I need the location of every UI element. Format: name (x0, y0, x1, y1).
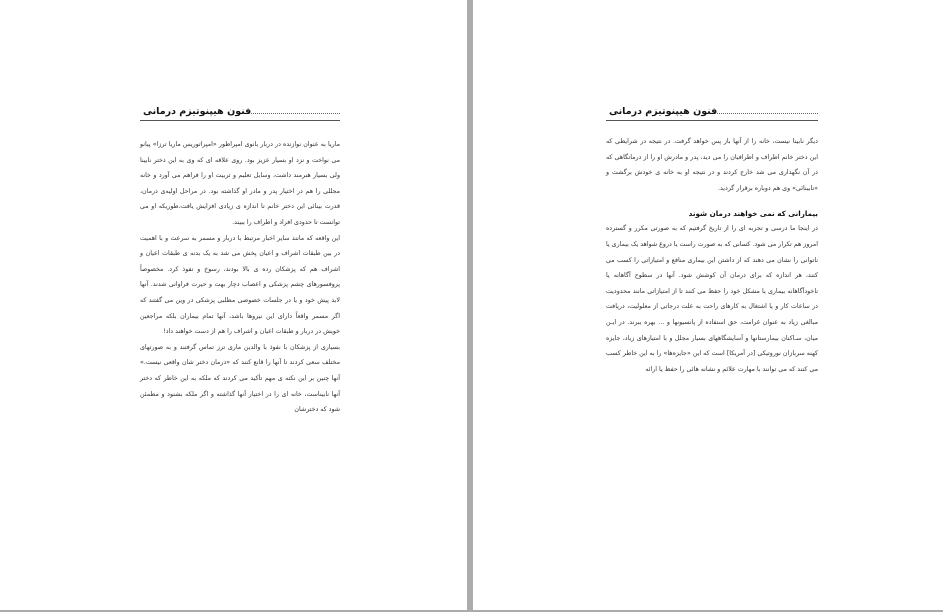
body-paragraph: این واقعه که مانند سایر اخبار مرتبط با دربار و مسمر به سرعت و با اهمیت در بین طبقات اشراف و اعیان پخش می شد به یک بدنه ی طبقات اعیان و اشراف هم که پزشکان رده ی بالا بودند، رسوخ و نفوذ کرد. مخصوصاً پروفسورهای چشم پزشکی و اعصاب دچار بهت و حیرت فراوانی شدند. آنها لابد پیش خود و یا در جلسات خصوصی مطلبی پزشکی در وین می گفتند که اگر مسمر واقعاً دارای این نیروها باشد، آنها تمام بیماران بلکه مراجعین خویش در دربار و طبقات اعیان و اشراف را هم از دست خواهند داد! (140, 234, 340, 336)
page-left (0, 0, 467, 610)
header-rule (606, 120, 818, 121)
running-header-title: فنون هیپنوتیزم درمانی (143, 106, 252, 117)
page-header (606, 101, 818, 117)
header-dotted-leader (251, 112, 340, 114)
section-heading: بیمارانی که نمی خواهند درمان شوند (688, 209, 818, 219)
body-paragraph: بسیاری از پزشکان با نفوذ با والدین ماری ترز تماس گرفتند و به صورتهای مختلف سعی کردند تا آنها را قانع کنند که «درمان دختر شان واقعی نیست.» آنها چنین بر این نکته ی مهم تأکید می کردند که ملکه به این خاطر که دختر آنها نابیناست، خانه ای را در اختیار آنها گذاشته و اگر ملکه بشنود و مطمئن شود که دخترشان (140, 343, 340, 414)
body-paragraph: در اینجا ما درسی و تجربه ای را از تاریخ گرفتیم که به صورتی مکرر و گسترده امروز هم تکرار می شود. کسانی که به صورت راست یا دروغ شواهد یک بیماری یا ناتوانی را نشان می دهند که از داشتن این بیماری منافع و امتیازاتی را کسب می کنند، هر اندازه که برای درمان آن کوشش شود. آنها در سطوح آگاهانه یا ناخودآگاهانه بیماری یا مشکل خود را حفظ می کنند تا از امتیازاتی مانند محدودیت در ساعات کار و یا اشتغال به کارهای راحت به علت درجاتی از معلولیت، دریافت مبالغی زیاد به عنوان غرامت، حق استفاده از پانسیونها و ... بهره ببرند. در ایـن میان، سـاکنان بیمارستانها و آسایشگاههای بسیار مجلل و با امتیازهای زیاد، جایزه کهنه سربازان نوروتیکی [در آمریکا] است که این «جایزه‌ها» را به این خاطر کسب می کنند که می توانند با مهارت علائم و نشانه هائی را حفظ یا ارائه (606, 225, 818, 373)
page-body (606, 134, 818, 377)
header-rule (140, 120, 340, 121)
header-dotted-leader (717, 112, 818, 114)
page-right (473, 0, 943, 610)
page-header (140, 101, 340, 117)
body-paragraph: دیگر نابینا نیست، خانه را از آنها باز پس خواهد گرفت. در نتیجه در شرایطی که این دختر خانم اطراف و اطرافیان را می دید، پدر و مادرش او را از درمانگاهی که در آن نگهداری می شد خارج کردند و در نتیجه او به خانه ی خودش برگشت و «نابینائی» وی هم دوباره برقرار گردید. (606, 138, 818, 192)
body-paragraph: ماریا به عنوان نوازنده در دربار بانوی امپراطور «امپراتوریس ماریا ترزا» پیانو می نواخت و نزد او بسیار عزیز بود. روی علاقه ای که وی به این دختر نابینا ولی بسیار هنرمند داشت، وسایل تعلیم و تربیت او را فراهم می آورد و خانه مجللی را هم در اختیار پدر و مادر او گذاشته بود. در مراحل اولیه‌ی درمان، قدرت بینائی این دختر خانم تا اندازه ی زیادی افزایش یافت،طوریکه او می توانست تا حدودی افراد و اطراف را ببیند. (140, 141, 340, 226)
running-header-title: فنون هیپنوتیزم درمانی (609, 106, 718, 117)
page-body (140, 137, 340, 418)
